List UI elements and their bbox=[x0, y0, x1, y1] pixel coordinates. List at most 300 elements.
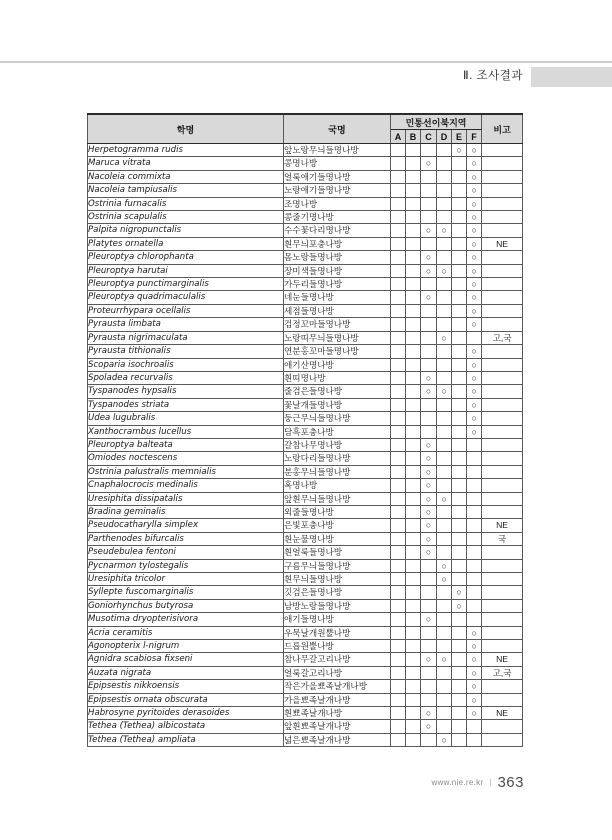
region-mark-cell-e bbox=[452, 546, 467, 559]
region-mark-cell-e bbox=[452, 371, 467, 384]
note-cell bbox=[482, 452, 523, 465]
note-cell bbox=[482, 573, 523, 586]
korean-name-cell: 흰눈물명나방 bbox=[284, 532, 391, 545]
korean-name-cell: 흰무늬포충나방 bbox=[284, 237, 391, 250]
note-cell bbox=[482, 345, 523, 358]
table-row bbox=[88, 492, 523, 505]
note-cell bbox=[482, 479, 523, 492]
table-body bbox=[88, 144, 523, 747]
region-mark-cell-f: ○ bbox=[467, 237, 482, 250]
region-mark-cell-c bbox=[421, 680, 437, 693]
region-mark-cell-f: ○ bbox=[467, 653, 482, 666]
scientific-name-cell: Uresiphita dissipatalis bbox=[88, 492, 284, 505]
scientific-name-cell: Udea lugubralis bbox=[88, 412, 284, 425]
korean-name-cell: 가두리들명나방 bbox=[284, 278, 391, 291]
header-korean-name: 국명 bbox=[284, 114, 391, 144]
region-mark-cell-b bbox=[406, 398, 421, 411]
note-cell bbox=[482, 438, 523, 451]
note-cell bbox=[482, 184, 523, 197]
korean-name-cell: 앞흰무늬들명나방 bbox=[284, 492, 391, 505]
note-cell bbox=[482, 291, 523, 304]
region-mark-cell-c: ○ bbox=[421, 492, 437, 505]
note-cell bbox=[482, 224, 523, 237]
table-row bbox=[88, 371, 523, 384]
region-mark-cell-d bbox=[437, 318, 452, 331]
note-cell bbox=[482, 505, 523, 518]
korean-name-cell: 흰띠명나방 bbox=[284, 371, 391, 384]
note-cell bbox=[482, 318, 523, 331]
region-mark-cell-b bbox=[406, 438, 421, 451]
footer-separator: | bbox=[489, 778, 492, 787]
region-mark-cell-c bbox=[421, 398, 437, 411]
region-mark-cell-a bbox=[391, 653, 406, 666]
region-mark-cell-b bbox=[406, 318, 421, 331]
table-row bbox=[88, 640, 523, 653]
region-mark-cell-f: ○ bbox=[467, 358, 482, 371]
korean-name-cell: 네눈들명나방 bbox=[284, 291, 391, 304]
region-mark-cell-f bbox=[467, 559, 482, 572]
region-mark-cell-f bbox=[467, 331, 482, 344]
region-mark-cell-c bbox=[421, 412, 437, 425]
region-mark-cell-b bbox=[406, 465, 421, 478]
region-mark-cell-f: ○ bbox=[467, 224, 482, 237]
region-mark-cell-c bbox=[421, 573, 437, 586]
scientific-name-cell: Palpita nigropunctalis bbox=[88, 224, 284, 237]
table-row bbox=[88, 304, 523, 317]
table-row bbox=[88, 358, 523, 371]
note-cell bbox=[482, 144, 523, 157]
region-mark-cell-d bbox=[437, 438, 452, 451]
region-mark-cell-a bbox=[391, 707, 406, 720]
korean-name-cell: 앞노랑무늬들명나방 bbox=[284, 144, 391, 157]
region-mark-cell-c: ○ bbox=[421, 385, 437, 398]
region-mark-cell-c bbox=[421, 666, 437, 679]
table-row bbox=[88, 398, 523, 411]
table-row bbox=[88, 559, 523, 572]
region-mark-cell-c: ○ bbox=[421, 264, 437, 277]
region-mark-cell-d bbox=[437, 519, 452, 532]
scientific-name-cell: Agonopterix l-nigrum bbox=[88, 640, 284, 653]
region-mark-cell-a bbox=[391, 157, 406, 170]
table-row bbox=[88, 385, 523, 398]
region-mark-cell-c bbox=[421, 304, 437, 317]
region-mark-cell-d bbox=[437, 532, 452, 545]
scientific-name-cell: Musotima dryopterisivora bbox=[88, 613, 284, 626]
region-mark-cell-e bbox=[452, 425, 467, 438]
korean-name-cell: 담흑포충나방 bbox=[284, 425, 391, 438]
region-mark-cell-d: ○ bbox=[437, 733, 452, 746]
region-mark-cell-d: ○ bbox=[437, 573, 452, 586]
region-mark-cell-a bbox=[391, 385, 406, 398]
region-mark-cell-f bbox=[467, 546, 482, 559]
table-row bbox=[88, 264, 523, 277]
region-mark-cell-f: ○ bbox=[467, 666, 482, 679]
scientific-name-cell: Cnaphalocrocis medinalis bbox=[88, 479, 284, 492]
region-mark-cell-c: ○ bbox=[421, 707, 437, 720]
scientific-name-cell: Acria ceramitis bbox=[88, 626, 284, 639]
region-mark-cell-b bbox=[406, 184, 421, 197]
region-mark-cell-e bbox=[452, 573, 467, 586]
scientific-name-cell: Pleuroptya chlorophanta bbox=[88, 251, 284, 264]
region-mark-cell-f: ○ bbox=[467, 264, 482, 277]
region-mark-cell-f: ○ bbox=[467, 640, 482, 653]
korean-name-cell: 분홍무늬들명나방 bbox=[284, 465, 391, 478]
note-cell: NE bbox=[482, 653, 523, 666]
korean-name-cell: 드릅원뿔나방 bbox=[284, 640, 391, 653]
note-cell bbox=[482, 680, 523, 693]
region-mark-cell-b bbox=[406, 586, 421, 599]
region-mark-cell-c bbox=[421, 331, 437, 344]
region-mark-cell-a bbox=[391, 532, 406, 545]
scientific-name-cell: Omiodes noctescens bbox=[88, 452, 284, 465]
region-mark-cell-d bbox=[437, 398, 452, 411]
region-mark-cell-f: ○ bbox=[467, 385, 482, 398]
region-mark-cell-a bbox=[391, 170, 406, 183]
scientific-name-cell: Agnidra scabiosa fixseni bbox=[88, 653, 284, 666]
korean-name-cell: 갈참나무명나방 bbox=[284, 438, 391, 451]
region-mark-cell-b bbox=[406, 666, 421, 679]
korean-name-cell: 노랑띠무늬들명나방 bbox=[284, 331, 391, 344]
region-mark-cell-c: ○ bbox=[421, 251, 437, 264]
region-mark-cell-c bbox=[421, 211, 437, 224]
header-region-col: B bbox=[406, 130, 421, 144]
header-region-col: A bbox=[391, 130, 406, 144]
korean-name-cell: 혹명나방 bbox=[284, 479, 391, 492]
note-cell bbox=[482, 559, 523, 572]
scientific-name-cell: Pyrausta limbata bbox=[88, 318, 284, 331]
region-mark-cell-c bbox=[421, 559, 437, 572]
region-mark-cell-b bbox=[406, 546, 421, 559]
region-mark-cell-b bbox=[406, 237, 421, 250]
region-mark-cell-e bbox=[452, 358, 467, 371]
region-mark-cell-d: ○ bbox=[437, 264, 452, 277]
region-mark-cell-f bbox=[467, 532, 482, 545]
table-row bbox=[88, 197, 523, 210]
region-mark-cell-a bbox=[391, 586, 406, 599]
scientific-name-cell: Epipsestis ornata obscurata bbox=[88, 693, 284, 706]
region-mark-cell-e bbox=[452, 479, 467, 492]
scientific-name-cell: Nacoleia commixta bbox=[88, 170, 284, 183]
region-mark-cell-c bbox=[421, 358, 437, 371]
region-mark-cell-e bbox=[452, 720, 467, 733]
region-mark-cell-d bbox=[437, 479, 452, 492]
table-row bbox=[88, 465, 523, 478]
region-mark-cell-c: ○ bbox=[421, 505, 437, 518]
table-row bbox=[88, 144, 523, 157]
scientific-name-cell: Epipsestis nikkoensis bbox=[88, 680, 284, 693]
region-mark-cell-a bbox=[391, 546, 406, 559]
table-row bbox=[88, 599, 523, 612]
table-row bbox=[88, 680, 523, 693]
region-mark-cell-a bbox=[391, 345, 406, 358]
korean-name-cell: 연분홍꼬마들명나방 bbox=[284, 345, 391, 358]
table-row bbox=[88, 546, 523, 559]
korean-name-cell: 노랑다리들명나방 bbox=[284, 452, 391, 465]
korean-name-cell: 가을뾰족날개나방 bbox=[284, 693, 391, 706]
scientific-name-cell: Scoparia isochroalis bbox=[88, 358, 284, 371]
note-cell bbox=[482, 599, 523, 612]
region-mark-cell-e bbox=[452, 559, 467, 572]
region-mark-cell-d bbox=[437, 666, 452, 679]
region-mark-cell-d bbox=[437, 371, 452, 384]
region-mark-cell-b bbox=[406, 532, 421, 545]
region-mark-cell-b bbox=[406, 519, 421, 532]
region-mark-cell-e bbox=[452, 197, 467, 210]
region-mark-cell-f: ○ bbox=[467, 144, 482, 157]
table-row bbox=[88, 626, 523, 639]
table-row bbox=[88, 613, 523, 626]
region-mark-cell-a bbox=[391, 505, 406, 518]
region-mark-cell-b bbox=[406, 733, 421, 746]
note-cell bbox=[482, 251, 523, 264]
region-mark-cell-e bbox=[452, 412, 467, 425]
table-row bbox=[88, 733, 523, 746]
table-row bbox=[88, 452, 523, 465]
region-mark-cell-f bbox=[467, 438, 482, 451]
korean-name-cell: 조명나방 bbox=[284, 197, 391, 210]
region-mark-cell-c: ○ bbox=[421, 479, 437, 492]
scientific-name-cell: Ostrinia scapulalis bbox=[88, 211, 284, 224]
region-mark-cell-d bbox=[437, 345, 452, 358]
region-mark-cell-b bbox=[406, 626, 421, 639]
scientific-name-cell: Spoladea recurvalis bbox=[88, 371, 284, 384]
region-mark-cell-a bbox=[391, 573, 406, 586]
region-mark-cell-d bbox=[437, 613, 452, 626]
region-mark-cell-e bbox=[452, 398, 467, 411]
region-mark-cell-b bbox=[406, 291, 421, 304]
region-mark-cell-f: ○ bbox=[467, 398, 482, 411]
region-mark-cell-e bbox=[452, 693, 467, 706]
scientific-name-cell: Pleuroptya harutai bbox=[88, 264, 284, 277]
table-row bbox=[88, 318, 523, 331]
note-cell bbox=[482, 170, 523, 183]
region-mark-cell-e bbox=[452, 264, 467, 277]
korean-name-cell: 검정꼬마들명나방 bbox=[284, 318, 391, 331]
region-mark-cell-b bbox=[406, 452, 421, 465]
region-mark-cell-e bbox=[452, 345, 467, 358]
region-mark-cell-e bbox=[452, 680, 467, 693]
region-mark-cell-c bbox=[421, 693, 437, 706]
header-region-col: C bbox=[421, 130, 437, 144]
region-mark-cell-d bbox=[437, 599, 452, 612]
korean-name-cell: 애기들명나방 bbox=[284, 613, 391, 626]
region-mark-cell-c: ○ bbox=[421, 546, 437, 559]
region-mark-cell-c bbox=[421, 170, 437, 183]
korean-name-cell: 세점들명나방 bbox=[284, 304, 391, 317]
note-cell bbox=[482, 465, 523, 478]
region-mark-cell-e: ○ bbox=[452, 599, 467, 612]
region-mark-cell-b bbox=[406, 251, 421, 264]
region-mark-cell-f: ○ bbox=[467, 157, 482, 170]
region-mark-cell-e bbox=[452, 733, 467, 746]
region-mark-cell-d: ○ bbox=[437, 224, 452, 237]
note-cell bbox=[482, 371, 523, 384]
region-mark-cell-e bbox=[452, 237, 467, 250]
region-mark-cell-e bbox=[452, 184, 467, 197]
table-row bbox=[88, 653, 523, 666]
region-mark-cell-f: ○ bbox=[467, 626, 482, 639]
region-mark-cell-a bbox=[391, 251, 406, 264]
region-mark-cell-f: ○ bbox=[467, 345, 482, 358]
region-mark-cell-c: ○ bbox=[421, 371, 437, 384]
note-cell bbox=[482, 412, 523, 425]
region-mark-cell-e bbox=[452, 318, 467, 331]
region-mark-cell-e bbox=[452, 532, 467, 545]
region-mark-cell-a bbox=[391, 237, 406, 250]
note-cell: 고,국 bbox=[482, 666, 523, 679]
region-mark-cell-e bbox=[452, 519, 467, 532]
region-mark-cell-a bbox=[391, 693, 406, 706]
note-cell bbox=[482, 385, 523, 398]
korean-name-cell: 은빛포충나방 bbox=[284, 519, 391, 532]
note-cell bbox=[482, 720, 523, 733]
top-rule-divider bbox=[0, 61, 612, 63]
region-mark-cell-e bbox=[452, 707, 467, 720]
scientific-name-cell: Syllepte fuscomarginalis bbox=[88, 586, 284, 599]
scientific-name-cell: Goniorhynchus butyrosa bbox=[88, 599, 284, 612]
region-mark-cell-e bbox=[452, 170, 467, 183]
region-mark-cell-e bbox=[452, 640, 467, 653]
korean-name-cell: 둥근무늬들명나방 bbox=[284, 412, 391, 425]
region-mark-cell-d bbox=[437, 412, 452, 425]
region-mark-cell-f bbox=[467, 586, 482, 599]
header-region-col: E bbox=[452, 130, 467, 144]
korean-name-cell: 우묵날개원뿔나방 bbox=[284, 626, 391, 639]
region-mark-cell-f: ○ bbox=[467, 197, 482, 210]
korean-name-cell: 콩명나방 bbox=[284, 157, 391, 170]
scientific-name-cell: Pleuroptya quadrimaculalis bbox=[88, 291, 284, 304]
region-mark-cell-c bbox=[421, 733, 437, 746]
region-mark-cell-f: ○ bbox=[467, 170, 482, 183]
region-mark-cell-e bbox=[452, 331, 467, 344]
scientific-name-cell: Pseudocatharylla simplex bbox=[88, 519, 284, 532]
region-mark-cell-f bbox=[467, 492, 482, 505]
table-row bbox=[88, 224, 523, 237]
region-mark-cell-a bbox=[391, 304, 406, 317]
region-mark-cell-a bbox=[391, 599, 406, 612]
scientific-name-cell: Bradina geminalis bbox=[88, 505, 284, 518]
region-mark-cell-c bbox=[421, 318, 437, 331]
region-mark-cell-a bbox=[391, 720, 406, 733]
region-mark-cell-b bbox=[406, 197, 421, 210]
region-mark-cell-b bbox=[406, 157, 421, 170]
region-mark-cell-e bbox=[452, 492, 467, 505]
region-mark-cell-b bbox=[406, 613, 421, 626]
region-mark-cell-f: ○ bbox=[467, 304, 482, 317]
region-mark-cell-f bbox=[467, 733, 482, 746]
region-mark-cell-f bbox=[467, 479, 482, 492]
region-mark-cell-e bbox=[452, 291, 467, 304]
region-mark-cell-e bbox=[452, 224, 467, 237]
region-mark-cell-b bbox=[406, 573, 421, 586]
region-mark-cell-c bbox=[421, 586, 437, 599]
table-row bbox=[88, 707, 523, 720]
region-mark-cell-c: ○ bbox=[421, 465, 437, 478]
scientific-name-cell: Ostrinia furnacalis bbox=[88, 197, 284, 210]
region-mark-cell-b bbox=[406, 680, 421, 693]
region-mark-cell-b bbox=[406, 304, 421, 317]
korean-name-cell: 몸노랑들명나방 bbox=[284, 251, 391, 264]
region-mark-cell-d bbox=[437, 304, 452, 317]
region-mark-cell-a bbox=[391, 197, 406, 210]
region-mark-cell-e bbox=[452, 666, 467, 679]
table-row bbox=[88, 278, 523, 291]
region-mark-cell-b bbox=[406, 211, 421, 224]
region-mark-cell-a bbox=[391, 519, 406, 532]
region-mark-cell-b bbox=[406, 264, 421, 277]
note-cell bbox=[482, 304, 523, 317]
region-mark-cell-d: ○ bbox=[437, 653, 452, 666]
region-mark-cell-f bbox=[467, 599, 482, 612]
region-mark-cell-d bbox=[437, 505, 452, 518]
region-mark-cell-e bbox=[452, 278, 467, 291]
region-mark-cell-c bbox=[421, 425, 437, 438]
region-mark-cell-f: ○ bbox=[467, 211, 482, 224]
region-mark-cell-d bbox=[437, 425, 452, 438]
table-header bbox=[88, 114, 523, 144]
region-mark-cell-d bbox=[437, 251, 452, 264]
region-mark-cell-b bbox=[406, 653, 421, 666]
region-mark-cell-a bbox=[391, 425, 406, 438]
scientific-name-cell: Parthenodes bifurcalis bbox=[88, 532, 284, 545]
note-cell bbox=[482, 492, 523, 505]
region-mark-cell-e: ○ bbox=[452, 144, 467, 157]
region-mark-cell-a bbox=[391, 452, 406, 465]
korean-name-cell: 장미색들명나방 bbox=[284, 264, 391, 277]
table-row bbox=[88, 211, 523, 224]
korean-name-cell: 콩줄기명나방 bbox=[284, 211, 391, 224]
region-mark-cell-f bbox=[467, 505, 482, 518]
region-mark-cell-b bbox=[406, 640, 421, 653]
region-mark-cell-b bbox=[406, 720, 421, 733]
region-mark-cell-c bbox=[421, 345, 437, 358]
region-mark-cell-d bbox=[437, 640, 452, 653]
korean-name-cell: 줄검은들명나방 bbox=[284, 385, 391, 398]
region-mark-cell-c: ○ bbox=[421, 532, 437, 545]
table-row bbox=[88, 438, 523, 451]
note-cell: NE bbox=[482, 707, 523, 720]
region-mark-cell-b bbox=[406, 505, 421, 518]
region-mark-cell-b bbox=[406, 559, 421, 572]
region-mark-cell-f: ○ bbox=[467, 291, 482, 304]
region-mark-cell-e bbox=[452, 465, 467, 478]
table-row bbox=[88, 479, 523, 492]
region-mark-cell-c bbox=[421, 626, 437, 639]
region-mark-cell-d bbox=[437, 707, 452, 720]
region-mark-cell-a bbox=[391, 438, 406, 451]
region-mark-cell-c: ○ bbox=[421, 613, 437, 626]
region-mark-cell-b bbox=[406, 331, 421, 344]
region-mark-cell-d bbox=[437, 680, 452, 693]
korean-name-cell: 흰뾰족날개나방 bbox=[284, 707, 391, 720]
region-mark-cell-a bbox=[391, 331, 406, 344]
region-mark-cell-b bbox=[406, 170, 421, 183]
table-row bbox=[88, 720, 523, 733]
table-row bbox=[88, 666, 523, 679]
region-mark-cell-e bbox=[452, 505, 467, 518]
korean-name-cell: 구름무늬들명나방 bbox=[284, 559, 391, 572]
table-row bbox=[88, 586, 523, 599]
region-mark-cell-f: ○ bbox=[467, 707, 482, 720]
region-mark-cell-c: ○ bbox=[421, 452, 437, 465]
region-mark-cell-b bbox=[406, 371, 421, 384]
region-mark-cell-a bbox=[391, 492, 406, 505]
region-mark-cell-d bbox=[437, 720, 452, 733]
korean-name-cell: 앞흰뾰족날개나방 bbox=[284, 720, 391, 733]
footer-site-url: www.nie.re.kr bbox=[431, 778, 484, 787]
region-mark-cell-c: ○ bbox=[421, 438, 437, 451]
region-mark-cell-f bbox=[467, 465, 482, 478]
